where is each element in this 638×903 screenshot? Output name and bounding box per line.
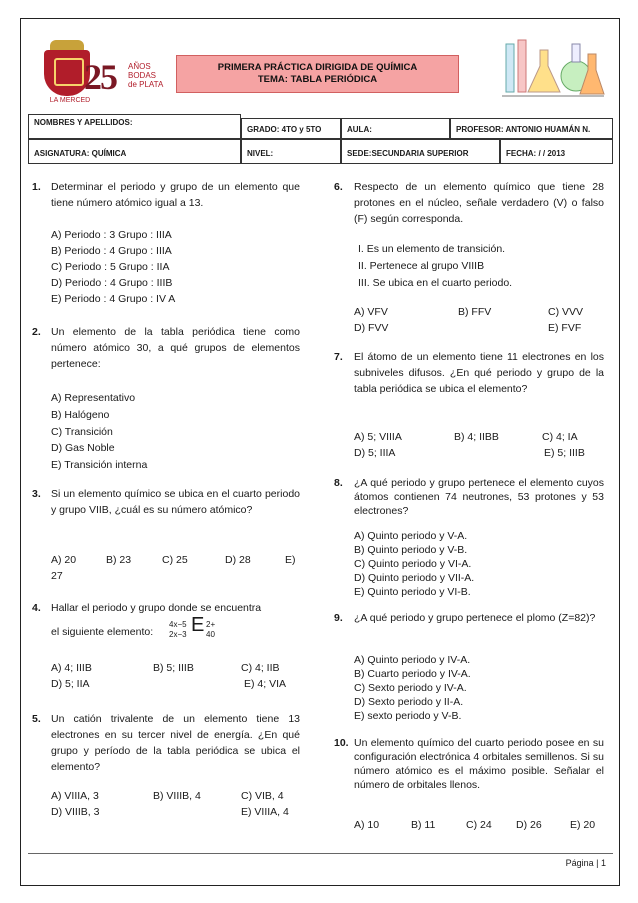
option-e[interactable]: E) [285, 554, 296, 566]
grado-cell: GRADO: 4TO y 5TO [241, 118, 341, 139]
formula-top-right: 2+ [206, 620, 216, 629]
statement-1: I. Es un elemento de transición. [358, 243, 506, 255]
option-e[interactable]: E) FVF [548, 322, 582, 334]
question-text: El átomo de un elemento tiene 11 electrones en los subniveles difusos. ¿En qué periodo y grupo de la tabla periódica se ubica el elemento? [354, 351, 604, 395]
question-text: Un catión trivalente de un elemento tiene 13 electrones en su tercer nivel de energía. ¿En qué grupo y período de la tabla periódica se ubica el elemento? [51, 713, 300, 773]
option-e[interactable]: E) Periodo : 4 Grupo : IV A [51, 293, 176, 305]
fecha-field[interactable]: FECHA: / / 2013 [500, 139, 613, 164]
option-e[interactable]: E) 4; VIA [244, 678, 287, 690]
option-d[interactable]: D) Periodo : 4 Grupo : IIIB [51, 277, 173, 289]
option-b[interactable]: B) 11 [411, 819, 436, 831]
nombres-field[interactable]: NOMBRES Y APELLIDOS: [28, 114, 241, 139]
option-a[interactable]: A) Representativo [51, 392, 136, 404]
statement-3: III. Se ubica en el cuarto periodo. [358, 277, 513, 289]
option-d[interactable]: D) Gas Noble [51, 442, 115, 454]
option-c[interactable]: C) 25 [162, 554, 188, 566]
option-d[interactable]: D) Quinto periodo y VII-A. [354, 572, 475, 584]
question-number: 7. [334, 351, 343, 363]
option-b[interactable]: B) 23 [106, 554, 132, 566]
option-c[interactable]: C) Quinto periodo y VI-A. [354, 558, 472, 570]
formula-bottom-right: 40 [206, 630, 215, 639]
footer-divider [28, 853, 613, 854]
option-b[interactable]: B) Quinto periodo y V-B. [354, 544, 468, 556]
question-text: Un elemento químico del cuarto periodo posee en su configuración electrónica 4 orbitales semillenos. Si su número atómico es el máximo posible. Señalar el número de orbitales llenos. [354, 737, 604, 791]
option-a[interactable]: A) Quinto periodo y IV-A. [354, 654, 471, 666]
option-b[interactable]: B) 4; IIBB [454, 431, 499, 443]
option-a[interactable]: A) 20 [51, 554, 77, 566]
question-number: 8. [334, 477, 343, 489]
page-number: Página | 1 [565, 858, 606, 868]
option-b[interactable]: B) 5; IIIB [153, 662, 194, 674]
nivel-field[interactable]: NIVEL: [241, 139, 341, 164]
option-e-value: 27 [51, 570, 63, 582]
question-number: 6. [334, 181, 343, 193]
option-b[interactable]: B) Periodo : 4 Grupo : IIIA [51, 245, 172, 257]
question-text: ¿A qué periodo y grupo pertenece el plomo (Z=82)? [354, 612, 596, 624]
option-b[interactable]: B) VIIIB, 4 [153, 790, 201, 802]
option-c[interactable]: C) Periodo : 5 Grupo : IIA [51, 261, 170, 273]
formula-bottom-left: 2x−3 [169, 630, 187, 639]
option-e[interactable]: E) Quinto periodo y VI-B. [354, 586, 471, 598]
question-text: Respecto de un elemento químico que tiene 28 protones en el núcleo, señale verdadero (V) o falso (F) según corresponda. [354, 181, 604, 225]
option-d[interactable]: D) VIIIB, 3 [51, 806, 100, 818]
option-d[interactable]: D) 28 [225, 554, 251, 566]
option-e[interactable]: E) sexto periodo y V-B. [354, 710, 462, 722]
question-text-2: el siguiente elemento: [51, 626, 154, 638]
option-a[interactable]: A) Quinto periodo y V-A. [354, 530, 468, 542]
option-a[interactable]: A) 10 [354, 819, 380, 831]
option-c[interactable]: C) VIB, 4 [241, 790, 284, 802]
title-box [176, 55, 459, 93]
lab-glassware-icon [500, 30, 606, 112]
statement-2: II. Pertenece al grupo VIIIB [358, 260, 485, 272]
option-e[interactable]: E) 20 [570, 819, 596, 831]
option-d[interactable]: D) 5; IIIA [354, 447, 396, 459]
option-e[interactable]: E) Transición interna [51, 459, 148, 471]
option-d[interactable]: D) FVV [354, 322, 389, 334]
option-c[interactable]: C) 24 [466, 819, 492, 831]
question-number: 5. [32, 713, 41, 725]
option-b[interactable]: B) Cuarto periodo y IV-A. [354, 668, 471, 680]
question-number: 9. [334, 612, 343, 624]
question-text: Un elemento de la tabla periódica tiene como número atómico 30, a qué grupos de elementos pertenece: [51, 326, 300, 370]
question-number: 10. [334, 737, 349, 749]
question-number: 4. [32, 602, 41, 614]
option-b[interactable]: B) FFV [458, 306, 492, 318]
option-b[interactable]: B) Halógeno [51, 409, 110, 421]
option-d[interactable]: D) 26 [516, 819, 542, 831]
profesor-cell: PROFESOR: ANTONIO HUAMÁN N. [450, 118, 613, 139]
anniversary-tag: AÑOS BODAS de PLATA [128, 62, 164, 89]
option-a[interactable]: A) VFV [354, 306, 388, 318]
option-a[interactable]: A) Periodo : 3 Grupo : IIIA [51, 229, 172, 241]
anniversary-number: 25 [84, 57, 116, 97]
sede-cell: SEDE:SECUNDARIA SUPERIOR [341, 139, 500, 164]
option-e[interactable]: E) 5; IIIB [544, 447, 585, 459]
question-text: Determinar el periodo y grupo de un elemento que tiene número atómico igual a 13. [51, 181, 300, 209]
option-a[interactable]: A) 4; IIIB [51, 662, 92, 674]
question-text: Si un elemento químico se ubica en el cuarto periodo y grupo VIIB, ¿cuál es su número atómico? [51, 488, 300, 516]
option-d[interactable]: D) 5; IIA [51, 678, 90, 690]
formula-symbol: E [191, 614, 205, 636]
aula-field[interactable]: AULA: [341, 118, 450, 139]
question-text: Hallar el periodo y grupo donde se encuentra [51, 602, 262, 614]
option-c[interactable]: C) 4; IA [542, 431, 578, 443]
option-d[interactable]: D) Sexto periodo y II-A. [354, 696, 464, 708]
option-c[interactable]: C) Transición [51, 426, 113, 438]
asignatura-cell: ASIGNATURA: QUÍMICA [28, 139, 241, 164]
student-info-table [28, 114, 613, 164]
option-e[interactable]: E) VIIIA, 4 [241, 806, 289, 818]
logo-crown-icon [50, 40, 84, 50]
option-a[interactable]: A) 5; VIIIA [354, 431, 402, 443]
question-number: 3. [32, 488, 41, 500]
option-c[interactable]: C) Sexto periodo y IV-A. [354, 682, 467, 694]
title-line-2: TEMA: TABLA PERIÓDICA [257, 74, 378, 85]
logo-caption: LA MERCED [49, 97, 91, 104]
question-number: 2. [32, 326, 41, 338]
title-line-1: PRIMERA PRÁCTICA DIRIGIDA DE QUÍMICA [217, 62, 418, 73]
option-c[interactable]: C) 4; IIB [241, 662, 280, 674]
option-c[interactable]: C) VVV [548, 306, 584, 318]
question-number: 1. [32, 181, 41, 193]
option-a[interactable]: A) VIIIA, 3 [51, 790, 99, 802]
question-text: ¿A qué periodo y grupo pertenece el elemento cuyos átomos contienen 74 neutrones, 53 protones y 53 electrones? [354, 477, 604, 517]
formula-top-left: 4x−5 [169, 620, 187, 629]
